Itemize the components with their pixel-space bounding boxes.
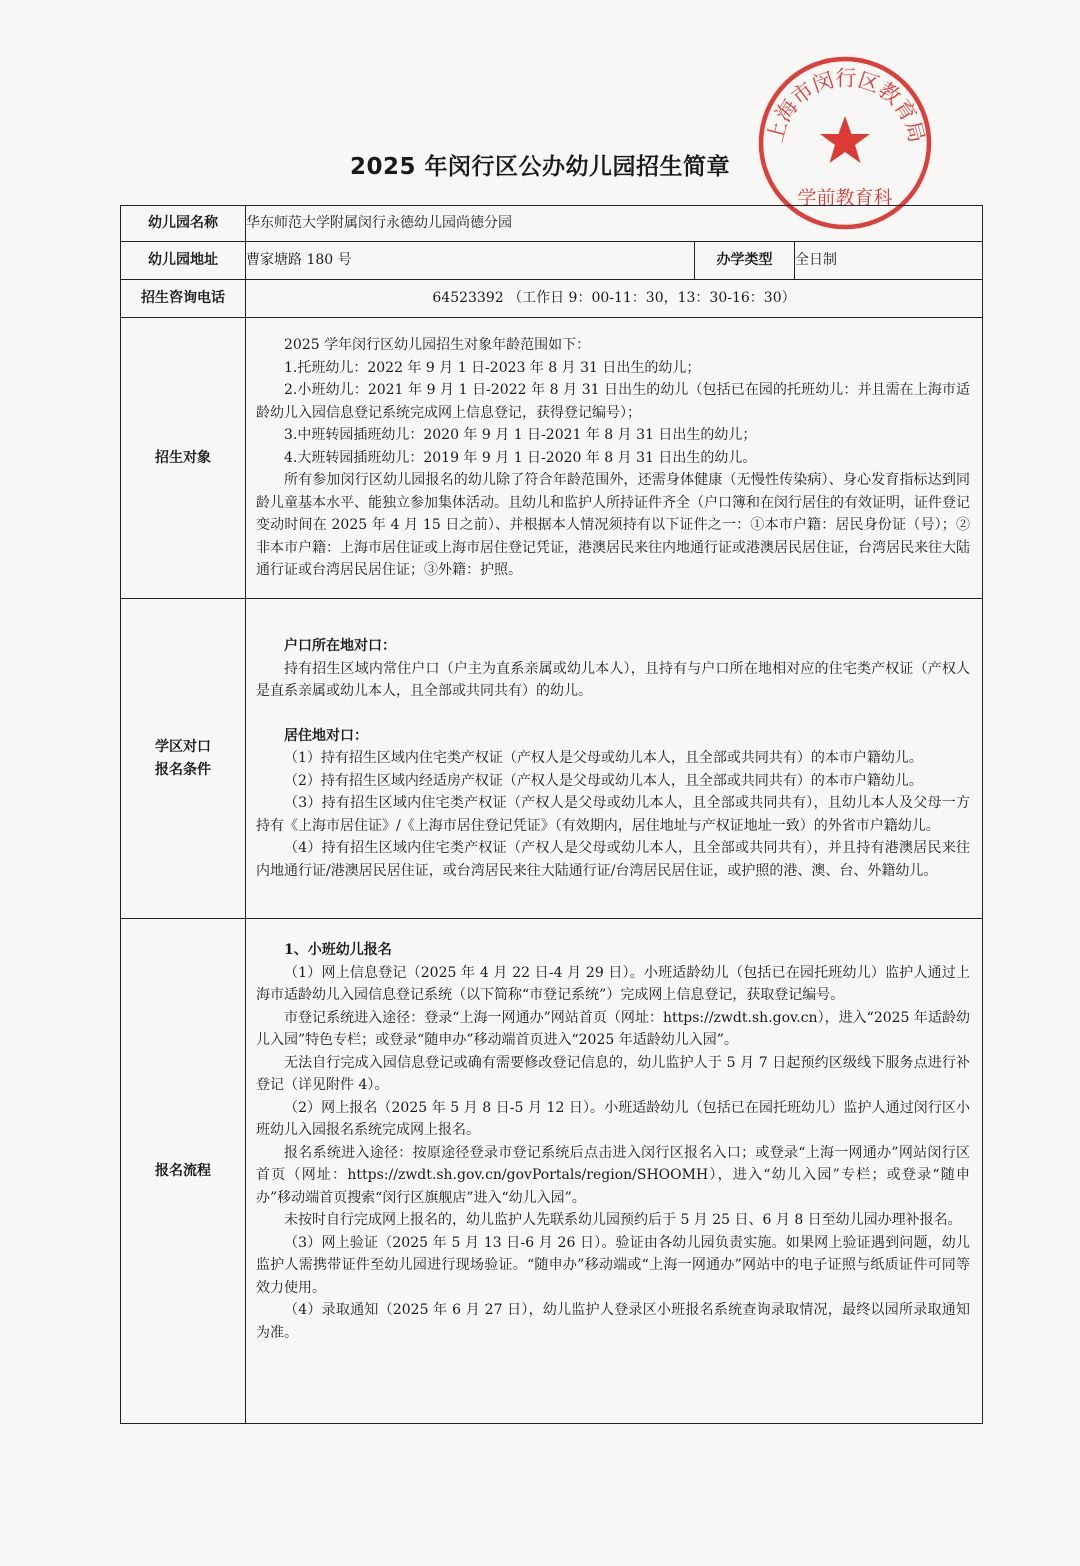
process-para: （1）网上信息登记（2025 年 4 月 22 日-4 月 29 日）。小班适龄幼儿（包括已在园托班幼儿）监护人通过上海市适龄幼儿入园信息登记系统（以下简称“市登记系统”）完成网上信息登记，获取登记编号。 [256,964,970,1003]
enrollment-form-table [120,205,983,1424]
process-para: （3）网上验证（2025 年 5 月 13 日-6 月 26 日）。验证由各幼儿园负责实施。如果网上验证遇到问题，幼儿监护人需携带证件至幼儿园进行现场验证。“随申办”移动端或“上海一网通办”网站中的电子证照与纸质证件可同等效力使用。 [256,1234,970,1296]
seal-star-icon [820,116,870,163]
process-para: （4）录取通知（2025 年 6 月 27 日），幼儿监护人登录区小班报名系统查询录取情况，最终以园所录取通知为准。 [256,1302,970,1341]
target-para: 3.中班转园插班幼儿：2020 年 9 月 1 日-2021 年 8 月 31 日出生的幼儿； [284,427,757,444]
residence-item: （3）持有招生区域内住宅类产权证（产权人是父母或幼儿本人，且全部或共同共有），且幼儿本人及父母一方持有《上海市居住证》/《上海市居住登记凭证》（有效期内，居住地址与产权证地址一致）的外省市户籍幼儿。 [256,795,970,834]
process-para: （2）网上报名（2025 年 5 月 8 日-5 月 12 日）。小班适龄幼儿（包括已在园托班幼儿）监护人通过闵行区小班幼儿入园报名系统完成网上报名。 [256,1099,970,1138]
row-registration-process [121,919,983,1424]
document-title: 2025 年闵行区公办幼儿园招生简章 [349,154,731,180]
row-enrollment-target [121,318,983,599]
kindergarten-address-value: 曹家塘路 180 号 [246,242,695,280]
residence-item: （4）持有招生区域内住宅类产权证（产权人是父母或幼儿本人，且全部或共同共有），并且持有港澳居民来往内地通行证/港澳居民居住证，或台湾居民来往大陆通行证/台湾居民居住证，或护照的港、澳、台、外籍幼儿。 [256,840,970,879]
target-para: 所有参加闵行区幼儿园报名的幼儿除了符合年龄范围外，还需身体健康（无慢性传染病）、身心发育指标达到同龄儿童基本水平、能独立参加集体活动。且幼儿和监护人所持证件齐全（户口簿和在闵行居住的有效证明，证件登记变动时间在 2025 年 4 月 15 日之前）、并根据本人情况须持有以下证件之一：①本市户籍：居民身份证（号）；②非本市户籍：上海市居住证或上海市居住登记凭证，港澳居民来往内地通行证或港澳居民居住证，台湾居民来往大陆通行证或台湾居民居住证；③外籍：护照。 [256,472,970,579]
hukou-heading: 户口所在地对口： [284,638,396,654]
row-kindergarten-name [121,206,983,242]
target-para: 2025 学年闵行区幼儿园招生对象年龄范围如下： [284,337,591,354]
row-consult-phone [121,280,983,318]
district-conditions-label [121,599,246,919]
district-conditions-content [246,599,983,919]
residence-item: （2）持有招生区域内经适房产权证（产权人是父母或幼儿本人，且全部或共同共有）的本市户籍幼儿。 [284,772,923,789]
process-heading: 1、小班幼儿报名 [284,942,392,958]
registration-process-label: 报名流程 [121,919,246,1424]
process-para: 市登记系统进入途径：登录“上海一网通办”网站首页（网址：https://zwdt.sh.gov.cn），进入“2025 年适龄幼儿入园”特色专栏；或登录“随申办”移动端首页进入“2025 年适龄幼儿入园”。 [256,1009,970,1048]
process-para: 未按时自行完成网上报名的，幼儿监护人先联系幼儿园预约后于 5 月 25 日、6 月 8 日至幼儿园办理补报名。 [284,1212,962,1228]
enrollment-target-label: 招生对象 [121,318,246,599]
hukou-text: 持有招生区域内常住户口（户主为直系亲属或幼儿本人），且持有与户口所在地相对应的住宅类产权证（产权人是直系亲属或幼儿本人，且全部或共同共有）的幼儿。 [256,660,970,699]
school-type-label: 办学类型 [695,242,795,280]
consult-phone-value: 64523392 （工作日 9：00-11：30，13：30-16：30） [246,280,983,318]
seal-dept-text: 学前教育科 [797,187,893,209]
kindergarten-address-label: 幼儿园地址 [121,242,246,280]
row-district-conditions [121,599,983,919]
process-para: 报名系统进入途径：按原途径登录市登记系统后点击进入闵行区报名入口；或登录“上海一网通办”网站闵行区首页（网址：https://zwdt.sh.gov.cn/govPortals/region/SHOOMH），进入“幼儿入园”专栏；或登录“随申办”移动端首页搜索“闵行区旗舰店”进入“幼儿入园”。 [256,1144,970,1206]
residence-heading: 居住地对口： [284,727,368,744]
kindergarten-name-label: 幼儿园名称 [121,206,246,242]
target-para: 1.托班幼儿：2022 年 9 月 1 日-2023 年 8 月 31 日出生的幼儿； [284,359,701,376]
enrollment-target-content [246,318,983,599]
residence-item: （1）持有招生区域内住宅类产权证（产权人是父母或幼儿本人，且全部或共同共有）的本市户籍幼儿。 [284,750,923,766]
kindergarten-name-value: 华东师范大学附属闵行永德幼儿园尚德分园 [246,206,983,242]
district-label-line2: 报名条件 [155,761,211,778]
process-para: 无法自行完成入园信息登记或确有需要修改登记信息的，幼儿监护人于 5 月 7 日起预约区级线下服务点进行补登记（详见附件 4）。 [256,1054,970,1093]
target-para: 2.小班幼儿：2021 年 9 月 1 日-2022 年 8 月 31 日出生的幼儿（包括已在园的托班幼儿：并且需在上海市适龄幼儿入园信息登记系统完成网上信息登记，获得登记编号）； [256,382,970,421]
school-type-value: 全日制 [795,242,983,280]
consult-phone-label: 招生咨询电话 [121,280,246,318]
seal-org-text: 上海市闵行区教育局 [763,66,929,146]
target-para: 4.大班转园插班幼儿：2019 年 9 月 1 日-2020 年 8 月 31 日出生的幼儿。 [284,449,757,466]
district-label-line1: 学区对口 [155,739,211,755]
row-kindergarten-address [121,242,983,280]
registration-process-content [246,919,983,1424]
